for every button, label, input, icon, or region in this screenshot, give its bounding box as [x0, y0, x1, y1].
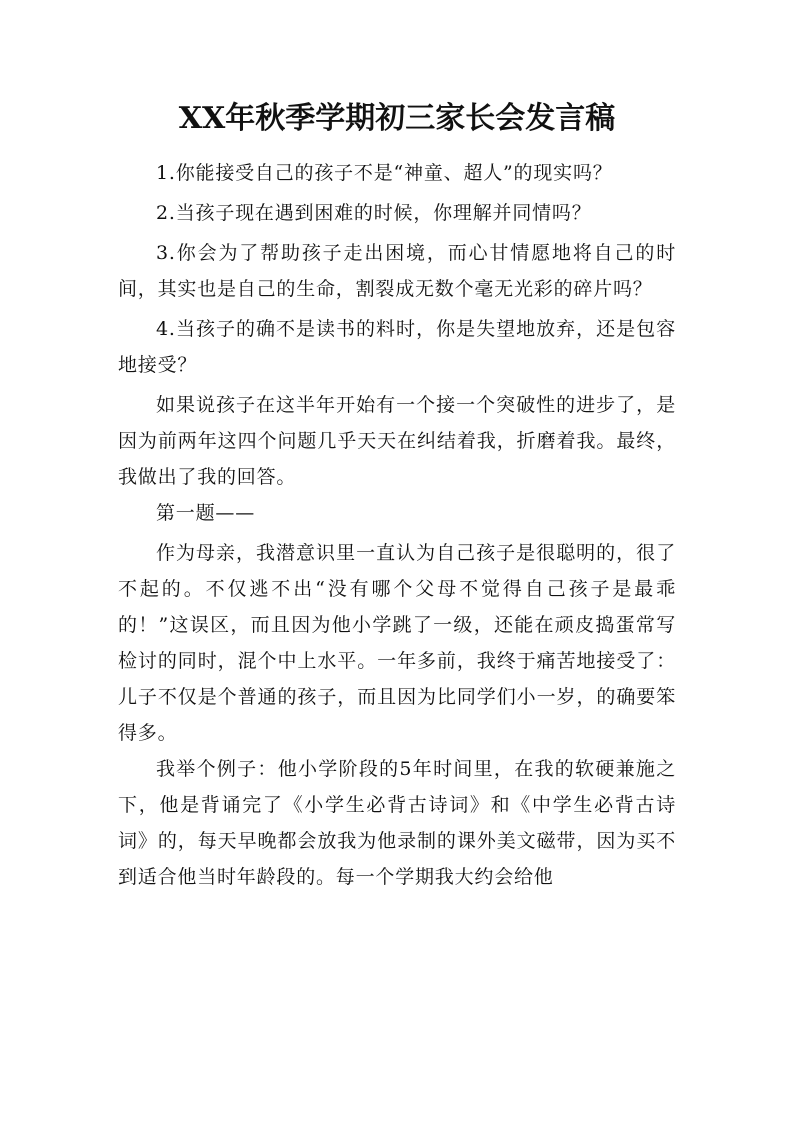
question-3: 3.你会为了帮助孩子走出困境，而心甘情愿地将自己的时间，其实也是自己的生命，割裂成无数个毫无光彩的碎片吗？ — [118, 242, 676, 300]
section-heading-first-question: 第一题—— — [156, 502, 256, 524]
body-paragraph-mother: 作为母亲，我潜意识里一直认为自己孩子是很聪明的，很了不起的。不仅逃不出“没有哪个父母不觉得自己孩子是最乖的！”这误区，而且因为他小学跳了一级，还能在顽皮捣蛋常写检讨的同时，混个中上水平。一年多前，我终于痛苦地接受了：儿子不仅是个普通的孩子，而且因为比同学们小一岁，的确要笨得多。 — [118, 542, 676, 744]
intro-answer-paragraph: 如果说孩子在这半年开始有一个接一个突破性的进步了，是因为前两年这四个问题几乎天天在纠结着我，折磨着我。最终，我做出了我的回答。 — [118, 394, 676, 488]
body-paragraph-example: 我举个例子：他小学阶段的5年时间里，在我的软硬兼施之下，他是背诵完了《小学生必背古诗词》和《中学生必背古诗词》的，每天早晚都会放我为他录制的课外美文磁带，因为买不到适合他当时年龄段的。每一个学期我大约会给他 — [118, 758, 676, 888]
question-1: 1.你能接受自己的孩子不是“神童、超人”的现实吗？ — [156, 162, 613, 184]
document-title: XX年秋季学期初三家长会发言稿 — [178, 101, 616, 136]
question-4: 4.当孩子的确不是读书的料时，你是失望地放弃，还是包容地接受？ — [118, 318, 676, 376]
question-2: 2.当孩子现在遇到困难的时候，你理解并同情吗？ — [156, 202, 592, 224]
